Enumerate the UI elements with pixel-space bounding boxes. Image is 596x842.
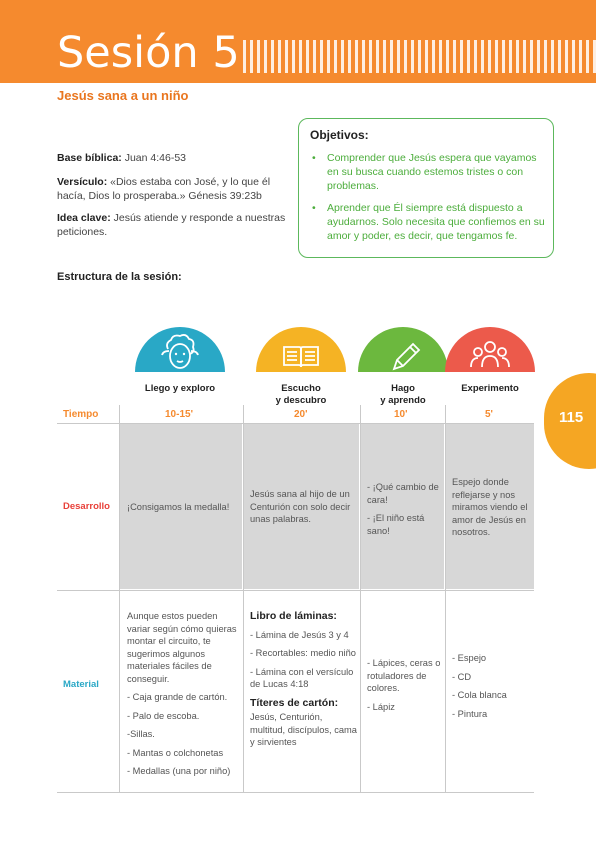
objetivos-list xyxy=(309,151,545,251)
col-heading-line: Experimento xyxy=(461,383,519,394)
material-item: - Lápices, ceras o rotuladores de colores. xyxy=(367,658,441,693)
idea-label: Idea clave: xyxy=(57,212,111,224)
material-hago xyxy=(367,657,442,719)
material-experimento xyxy=(452,652,532,726)
page-number-badge xyxy=(544,373,596,469)
material-item: - Pintura xyxy=(452,708,488,719)
base-biblica xyxy=(57,151,292,165)
tiempo-value: 10' xyxy=(394,409,408,420)
material-item: - Palo de escoba. xyxy=(127,710,200,721)
estructura-heading: Estructura de la sesión: xyxy=(57,271,182,283)
objetivo-item: • Aprender que Él siempre está dispuesto a ayudarnos. Solo necesita que confiemos en su amor y poder, es decir, que tengamos fe. xyxy=(309,201,545,243)
col-heading-line: Hago xyxy=(391,383,415,394)
sheep-icon xyxy=(135,327,225,372)
page-number: 115 xyxy=(559,409,584,426)
col-heading-hago xyxy=(353,383,453,407)
material-item: - Mantas o colchonetas xyxy=(127,747,224,758)
pencil-icon xyxy=(358,327,448,372)
material-item: -Sillas. xyxy=(127,729,155,739)
objetivos-heading: Objetivos: xyxy=(310,128,369,142)
material-intro: Aunque estos pueden variar según cómo quieras montar el circuito, te sugerimos algunos materiales fáciles de conseguir. xyxy=(127,611,237,684)
tiempo-value: 10-15' xyxy=(165,409,193,420)
desarrollo-hago xyxy=(367,481,441,543)
material-item: - Medallas (una por niño) xyxy=(127,766,231,776)
desarrollo-experimento: Espejo donde reflejarse y nos miramos viendo el amor de Jesús en nosotros. xyxy=(452,477,528,537)
material-item: - CD xyxy=(452,671,472,682)
col-heading-escucho xyxy=(251,383,351,407)
material-item: - Lápiz xyxy=(367,701,395,712)
base-label: Base bíblica: xyxy=(57,152,122,164)
table-rule xyxy=(57,792,534,793)
group-icon xyxy=(445,327,535,372)
col-heading-line: y aprendo xyxy=(380,395,426,406)
tiempo-label: Tiempo xyxy=(63,409,99,420)
idea-value: Jesús atiende y responde a nuestras peticiones. xyxy=(57,212,286,238)
col-heading-llego xyxy=(130,383,230,395)
banner-stripes xyxy=(243,40,596,73)
col-heading-line: y descubro xyxy=(275,395,327,406)
base-value: Juan 4:46-53 xyxy=(124,152,187,164)
material-label: Material xyxy=(63,679,99,690)
table-rule xyxy=(57,590,534,591)
col-heading-experimento xyxy=(440,383,540,395)
col-heading-line: Llego y exploro xyxy=(144,383,216,394)
col-heading-line: Escucho xyxy=(281,383,321,394)
versiculo-label: Versículo: xyxy=(57,176,108,188)
tiempo-value: 20' xyxy=(294,409,308,420)
material-item: - Lámina de Jesús 3 y 4 xyxy=(250,629,349,640)
session-title: Sesión 5 xyxy=(57,28,240,78)
header-banner xyxy=(0,0,596,83)
desarrollo-label: Desarrollo xyxy=(63,501,110,512)
objetivos-box xyxy=(298,118,554,258)
tiempo-value: 5' xyxy=(485,409,493,420)
material-llego xyxy=(127,610,241,784)
material-item: - Recortables: medio niño xyxy=(250,648,356,658)
material-item: - Caja grande de cartón. xyxy=(127,692,228,702)
versiculo xyxy=(57,175,292,203)
versiculo-value: «Dios estaba con José, y lo que él hacía, Dios lo prosperaba.» Génesis 39:23b xyxy=(57,176,271,202)
desarrollo-llego: ¡Consigamos la medalla! xyxy=(127,502,230,512)
idea-clave xyxy=(57,211,292,239)
material-text: Jesús, Centurión, multitud, discípulos, cama y sirvientes xyxy=(250,712,357,747)
material-item: - Lámina con el versículo de Lucas 4:18 xyxy=(250,666,354,689)
desarrollo-hago-line: - ¡Qué cambio de cara! xyxy=(367,482,439,505)
material-item: - Espejo xyxy=(452,653,487,663)
book-icon xyxy=(256,327,346,372)
material-heading: Títeres de cartón: xyxy=(250,696,339,709)
objetivo-item: • Comprender que Jesús espera que vayamos en su busca cuando estemos tristes o con problemas. xyxy=(309,151,545,193)
desarrollo-hago-line: - ¡El niño está sano! xyxy=(367,513,425,536)
desarrollo-escucho: Jesús sana al hijo de un Centurión con solo decir unas palabras. xyxy=(250,489,351,524)
material-item: - Cola blanca xyxy=(452,690,507,700)
material-heading: Libro de láminas: xyxy=(250,610,337,622)
material-escucho xyxy=(250,610,358,755)
session-subtitle: Jesús sana a un niño xyxy=(57,88,189,103)
